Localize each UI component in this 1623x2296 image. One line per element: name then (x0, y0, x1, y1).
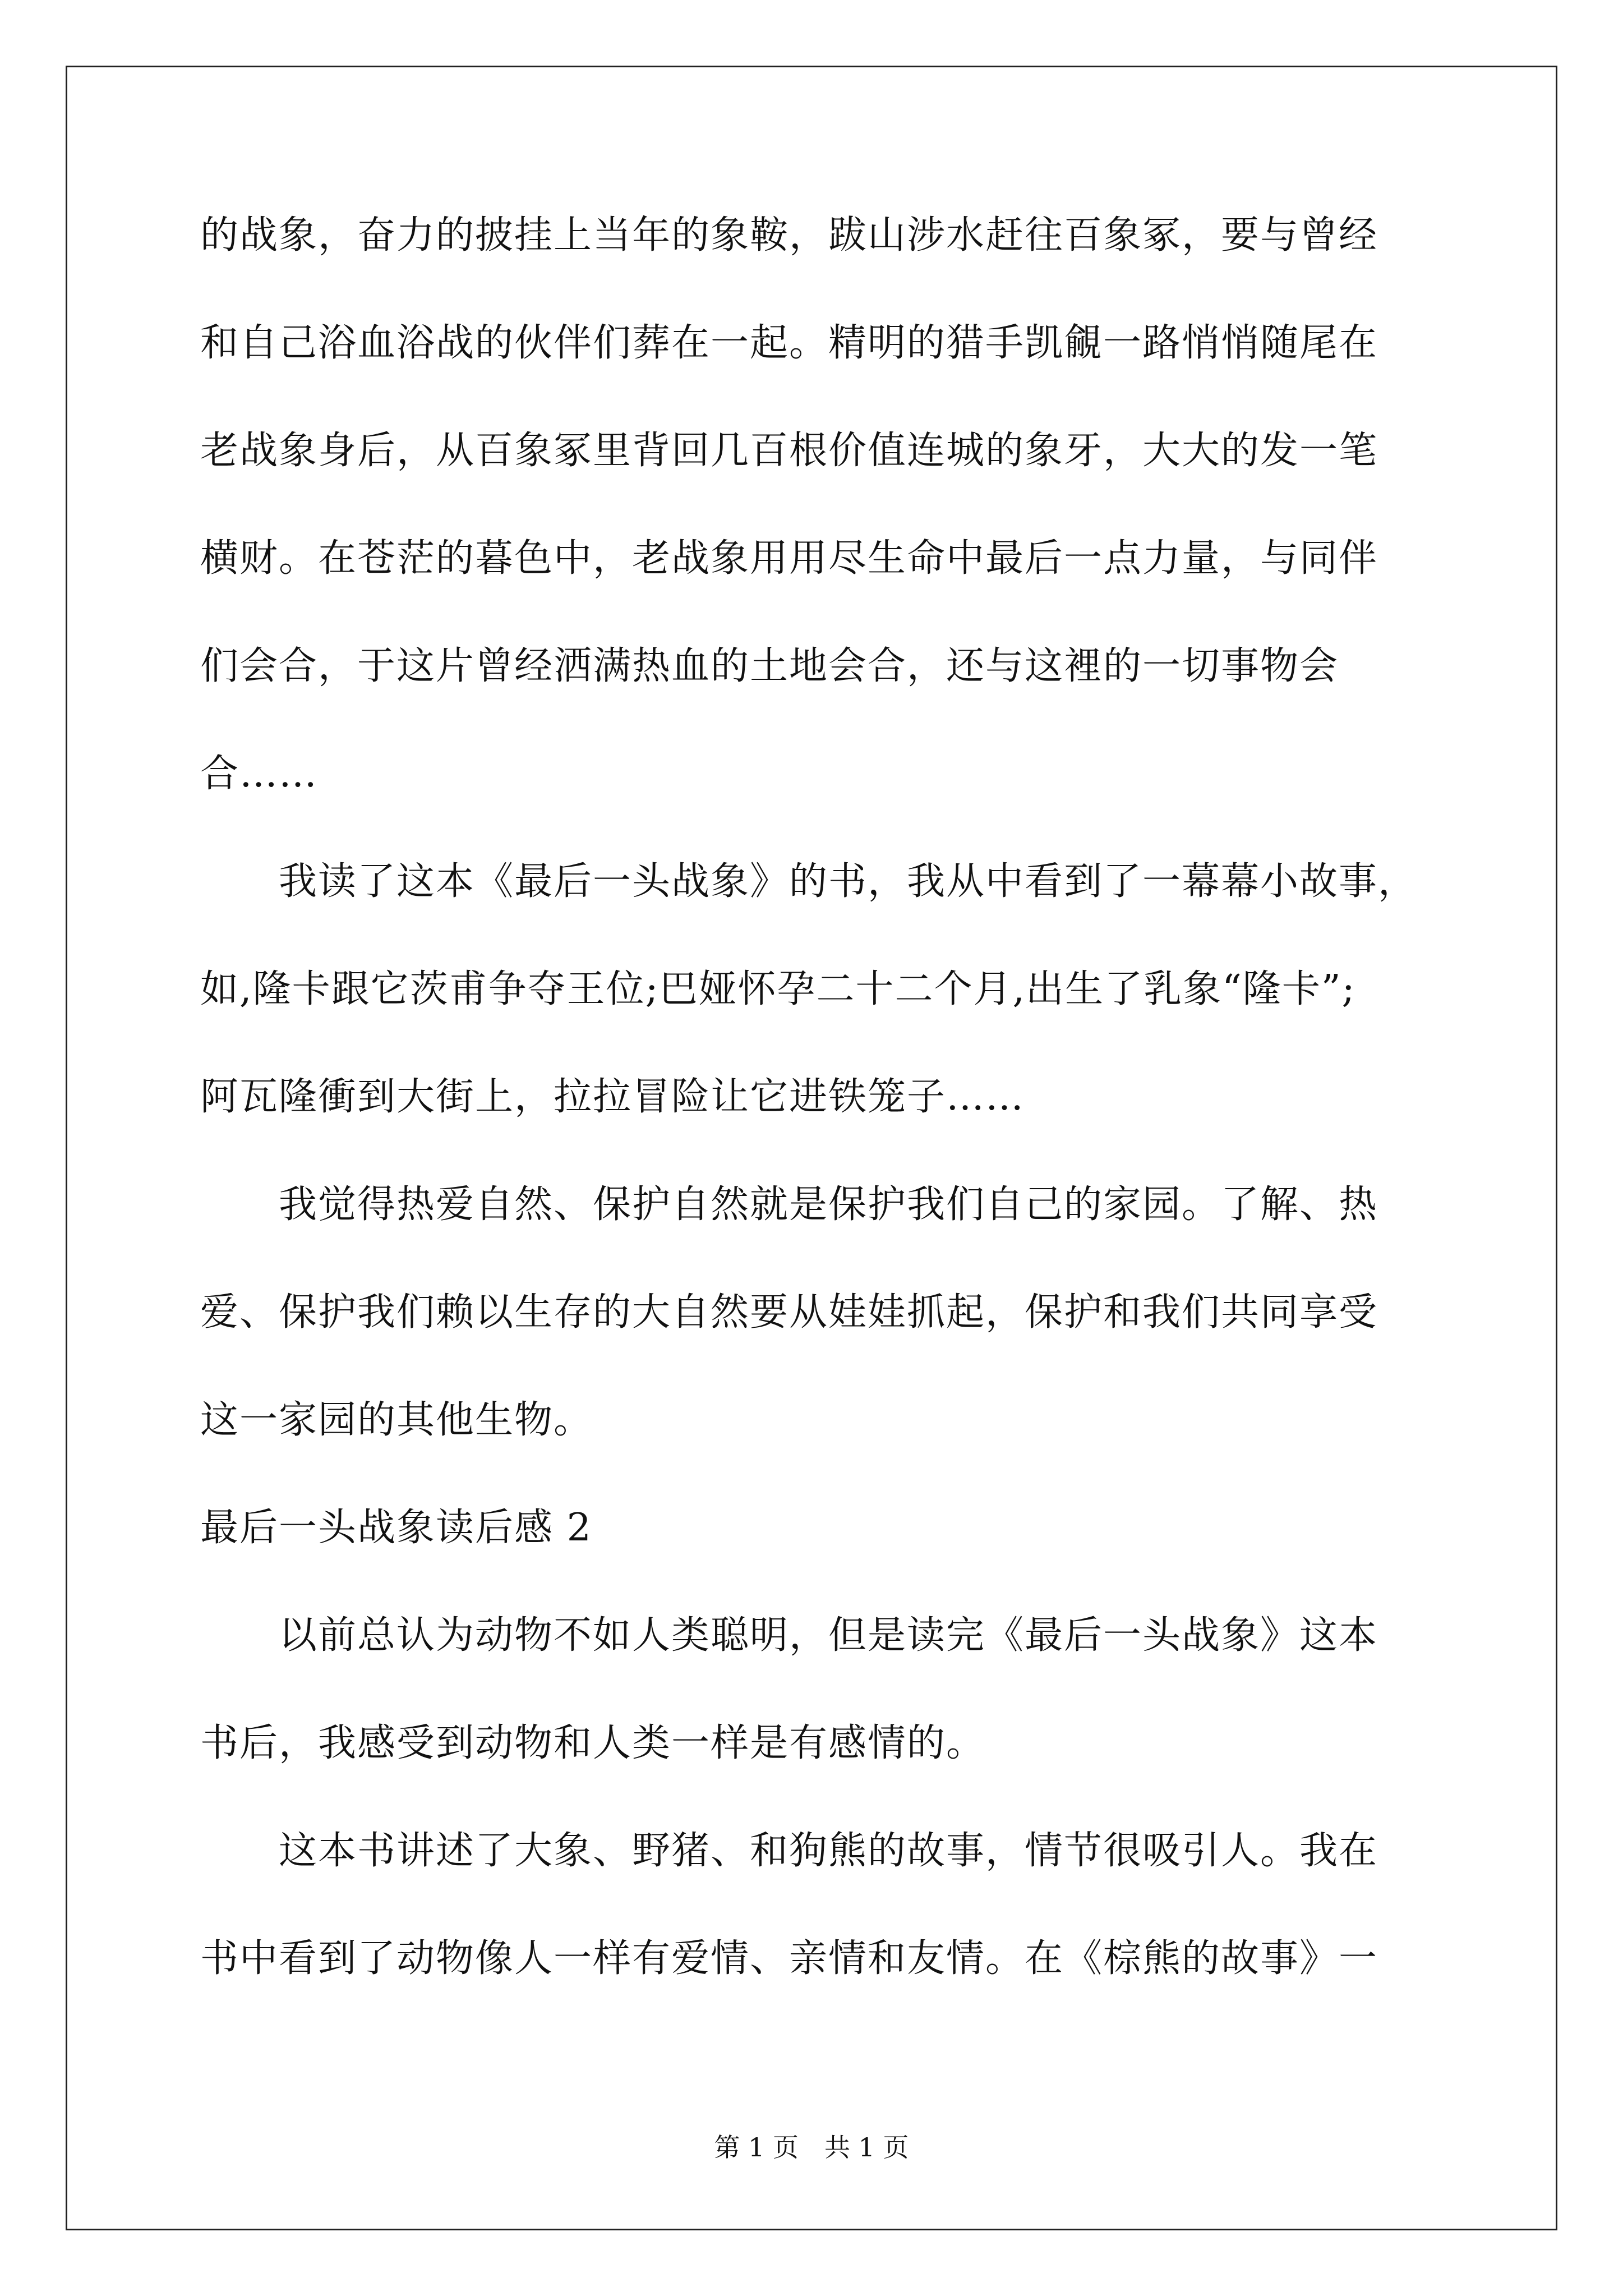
text-line: 以前总认为动物不如人类聪明，但是读完《最后一头战象》这本 (200, 1613, 1378, 1658)
text-line: 书后，我感受到动物和人类一样是有感情的。 (200, 1721, 986, 1765)
text-line: 合…… (200, 752, 319, 796)
text-line: 阿瓦隆衝到大街上，拉拉冒险让它进铁笼子…… (200, 1075, 1025, 1119)
text-line: 横财。在苍茫的暮色中，老战象用用尽生命中最后一点力量，与同伴 (200, 536, 1378, 581)
text-line: 爱、保护我们赖以生存的大自然要从娃娃抓起，保护和我们共同享受 (200, 1290, 1378, 1335)
page-border (66, 66, 1557, 2230)
text-line: 这本书讲述了大象、野猪、和狗熊的故事，情节很吸引人。我在 (200, 1829, 1378, 1873)
text-line: 老战象身后，从百象冢里背回几百根价值连城的象牙，大大的发一笔 (200, 429, 1378, 473)
text-line: 和自己浴血浴战的伙伴们葬在一起。精明的猎手凯覦一路悄悄随尾在 (200, 321, 1378, 365)
text-line: 我觉得热爱自然、保护自然就是保护我们自己的家园。了解、热 (200, 1182, 1378, 1227)
text-line: 我读了这本《最后一头战象》的书，我从中看到了一幕幕小故事， (200, 859, 1418, 904)
text-line: 们会合，于这片曾经洒满热血的土地会合，还与这裡的一切事物会 (200, 644, 1339, 688)
text-line: 的战象，奋力的披挂上当年的象鞍，跋山涉水赶往百象冢，要与曾经 (200, 213, 1378, 257)
text-line: 如,隆卡跟它茨甫争夺王位;巴娅怀孕二十二个月,出生了乳象“隆卡”; (200, 967, 1356, 1011)
section-heading: 最后一头战象读后感 2 (200, 1506, 592, 1550)
text-line: 这一家园的其他生物。 (200, 1398, 593, 1442)
page-number-footer: 第 1 页 共 1 页 (714, 2132, 909, 2162)
text-line: 书中看到了动物像人一样有爱情、亲情和友情。在《棕熊的故事》一 (200, 1936, 1378, 1981)
